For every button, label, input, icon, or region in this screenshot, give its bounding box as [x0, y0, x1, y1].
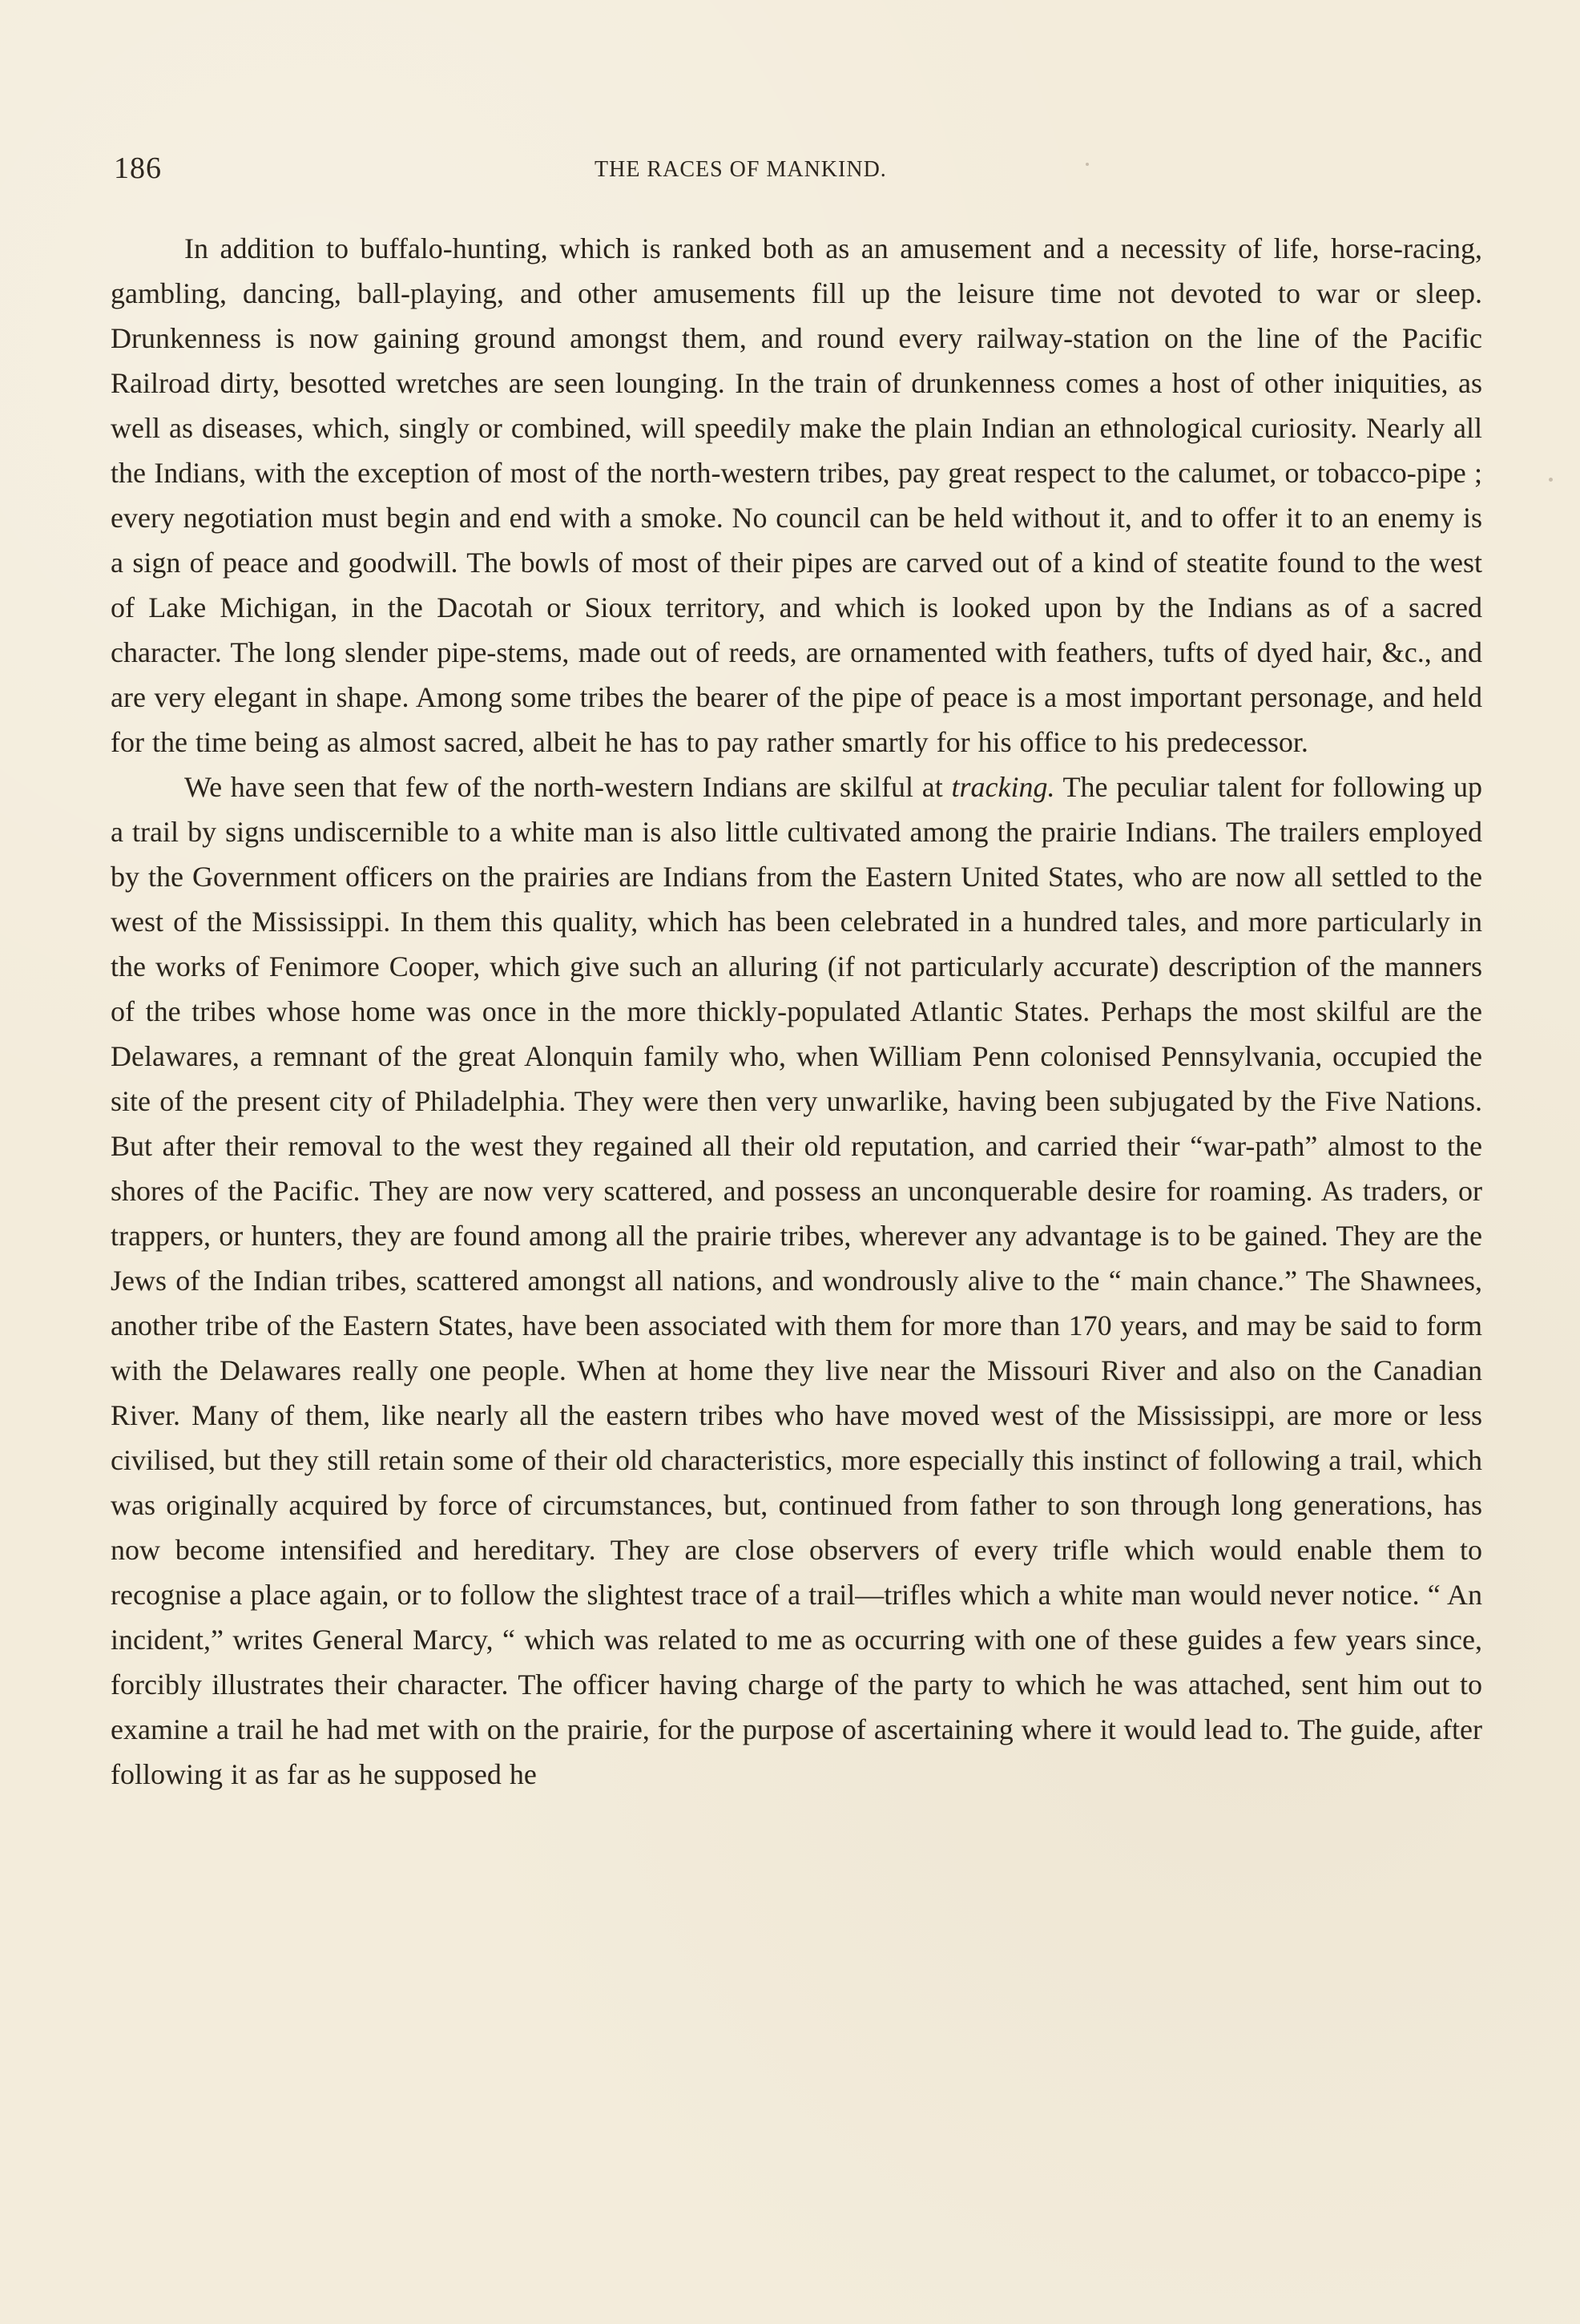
paragraph-1: In addition to buffalo-hunting, which is ranked both as an amusement and a necessity of life, horse-racing, gambling, dancing, ball-playing, and other amusements fill up the leisure time not devoted to war or sleep. Drunkenness is now gaining ground amongst them, and round every railway-station on the line of the Pacific Railroad dirty, besotted wretches are seen lounging. In the train of drunkenness comes a host of other iniquities, as well as diseases, which, singly or combined, will speedily make the plain Indian an ethnological curiosity. Nearly all the Indians, with the exception of most of the north-western tribes, pay great respect to the calumet, or tobacco-pipe ; every negotiation must begin and end with a smoke. No council can be held without it, and to offer it to an enemy is a sign of peace and goodwill. The bowls of most of their pipes are carved out of a kind of steatite found to the west of Lake Michigan, in the Dacotah or Sioux territory, and which is looked upon by the Indians as of a sacred character. The long slender pipe-stems, made out of reeds, are ornamented with feathers, tufts of dyed hair, &c., and are very elegant in shape. Among some tribes the bearer of the pipe of peace is a most important personage, and held for the time being as almost sacred, albeit he has to pay rather smartly for his office to his predecessor.: [111, 232, 1482, 758]
running-head: THE RACES OF MANKIND.: [595, 157, 887, 182]
paragraph-2: [111, 765, 1482, 1797]
paper-speck: [1086, 163, 1089, 166]
paragraph-2-text-start: We have seen that few of the north-western Indians are skilful at: [184, 771, 952, 803]
italic-tracking-word: tracking.: [951, 771, 1055, 803]
paragraph-2-text-rest: The peculiar talent for following up a trail by signs undiscernible to a white man is also little cultivated among the prairie Indians. The trailers employed by the Government officers on the prairies are Indians from the Eastern United States, who are now all settled to the west of the Mississippi. In them this quality, which has been celebrated in a hundred tales, and more particularly in the works of Fenimore Cooper, which give such an alluring (if not particularly accurate) description of the manners of the tribes whose home was once in the more thickly-populated Atlantic States. Perhaps the most skilful are the Delawares, a remnant of the great Alonquin family who, when William Penn colonised Pennsylvania, occupied the site of the present city of Philadelphia. They were then very unwarlike, having been subjugated by the Five Nations. But after their removal to the west they regained all their old reputation, and carried their “war-path” almost to the shores of the Pacific. They are now very scattered, and possess an unconquerable desire for roaming. As traders, or trappers, or hunters, they are found among all the prairie tribes, wherever any advantage is to be gained. They are the Jews of the Indian tribes, scattered amongst all nations, and wondrously alive to the “ main chance.” The Shawnees, another tribe of the Eastern States, have been associated with them for more than 170 years, and may be said to form with the Delawares really one people. When at home they live near the Missouri River and also on the Canadian River. Many of them, like nearly all the eastern tribes who have moved west of the Mississippi, are more or less civilised, but they still retain some of their old characteristics, more especially this instinct of following a trail, which was originally acquired by force of circumstances, but, continued from father to son through long generations, has now become intensified and hereditary. They are close observers of every trifle which would enable them to recognise a place again, or to follow the slightest trace of a trail—trifles which a white man would never notice. “ An incident,” writes General Marcy, “ which was related to me as occurring with one of these guides a few years since, forcibly illustrates their character. The officer having charge of the party to which he was attached, sent him out to examine a trail he had met with on the prairie, for the purpose of ascertaining where it would lead to. The guide, after following it as far as he supposed he: [111, 771, 1482, 1790]
page-number: 186: [114, 151, 162, 185]
page-header: [114, 151, 1476, 189]
paper-speck: [1549, 478, 1553, 482]
page-text: [111, 226, 1482, 1797]
